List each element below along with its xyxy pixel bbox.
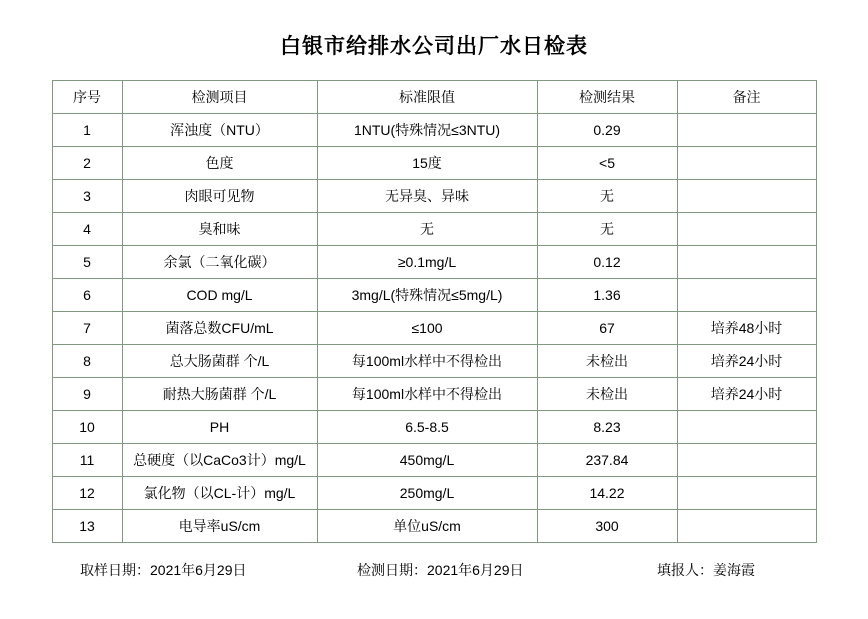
cell-result: 未检出: [537, 378, 677, 411]
cell-item: 总大肠菌群 个/L: [122, 345, 317, 378]
cell-result: 未检出: [537, 345, 677, 378]
cell-remark: [677, 246, 816, 279]
cell-item: 总硬度（以CaCo3计）mg/L: [122, 444, 317, 477]
cell-result: 0.29: [537, 114, 677, 147]
cell-no: 13: [52, 510, 122, 543]
cell-limit: 无: [317, 213, 537, 246]
cell-no: 5: [52, 246, 122, 279]
table-row: [52, 345, 816, 378]
table-row: [52, 114, 816, 147]
table-body: [52, 114, 816, 543]
cell-result: 1.36: [537, 279, 677, 312]
test-date: 检测日期：2021年6月29日: [357, 562, 524, 578]
cell-item: 臭和味: [122, 213, 317, 246]
cell-item: 耐热大肠菌群 个/L: [122, 378, 317, 411]
cell-no: 9: [52, 378, 122, 411]
cell-no: 8: [52, 345, 122, 378]
header-cell-result: 检测结果: [537, 81, 677, 114]
table-row: [52, 279, 816, 312]
table-row: [52, 312, 816, 345]
cell-item: 色度: [122, 147, 317, 180]
cell-item: 肉眼可见物: [122, 180, 317, 213]
table-row: [52, 147, 816, 180]
cell-no: 12: [52, 477, 122, 510]
cell-limit: 1NTU(特殊情况≤3NTU): [317, 114, 537, 147]
cell-remark: [677, 444, 816, 477]
cell-limit: 450mg/L: [317, 444, 537, 477]
cell-result: 237.84: [537, 444, 677, 477]
cell-limit: 单位uS/cm: [317, 510, 537, 543]
cell-result: 0.12: [537, 246, 677, 279]
cell-limit: 无异臭、异味: [317, 180, 537, 213]
table-row: [52, 246, 816, 279]
table-row: [52, 180, 816, 213]
cell-item: PH: [122, 411, 317, 444]
cell-remark: [677, 279, 816, 312]
cell-remark: [677, 411, 816, 444]
cell-item: 氯化物（以CL-计）mg/L: [122, 477, 317, 510]
document-footer: [52, 543, 816, 580]
cell-remark: [677, 213, 816, 246]
cell-remark: [677, 510, 816, 543]
water-quality-table: [52, 80, 817, 543]
table-header-row: [52, 81, 816, 114]
cell-result: 无: [537, 213, 677, 246]
header-cell-limit: 标准限值: [317, 81, 537, 114]
reporter-name: 填报人：姜海霞: [657, 562, 755, 578]
cell-no: 1: [52, 114, 122, 147]
cell-remark: [677, 114, 816, 147]
cell-result: 67: [537, 312, 677, 345]
cell-no: 2: [52, 147, 122, 180]
page-title: 白银市给排水公司出厂水日检表: [280, 35, 588, 58]
cell-limit: ≤100: [317, 312, 537, 345]
table-row: [52, 477, 816, 510]
header-cell-no: 序号: [52, 81, 122, 114]
cell-remark: 培养24小时: [677, 378, 816, 411]
cell-remark: 培养48小时: [677, 312, 816, 345]
table-row: [52, 411, 816, 444]
cell-result: 无: [537, 180, 677, 213]
cell-remark: 培养24小时: [677, 345, 816, 378]
cell-remark: [677, 477, 816, 510]
header-cell-remark: 备注: [677, 81, 816, 114]
cell-item: COD mg/L: [122, 279, 317, 312]
cell-limit: 每100ml水样中不得检出: [317, 345, 537, 378]
cell-item: 菌落总数CFU/mL: [122, 312, 317, 345]
table-row: [52, 378, 816, 411]
cell-limit: 6.5-8.5: [317, 411, 537, 444]
cell-no: 11: [52, 444, 122, 477]
cell-limit: 250mg/L: [317, 477, 537, 510]
table-row: [52, 510, 816, 543]
cell-limit: 3mg/L(特殊情况≤5mg/L): [317, 279, 537, 312]
cell-result: 300: [537, 510, 677, 543]
table-header: [52, 81, 816, 114]
cell-remark: [677, 147, 816, 180]
table-row: [52, 213, 816, 246]
cell-no: 4: [52, 213, 122, 246]
cell-item: 余氯（二氧化碳）: [122, 246, 317, 279]
table-row: [52, 444, 816, 477]
cell-limit: 15度: [317, 147, 537, 180]
cell-remark: [677, 180, 816, 213]
cell-no: 6: [52, 279, 122, 312]
cell-no: 3: [52, 180, 122, 213]
cell-no: 10: [52, 411, 122, 444]
cell-item: 电导率uS/cm: [122, 510, 317, 543]
sampling-date: 取样日期：2021年6月29日: [80, 562, 247, 578]
cell-no: 7: [52, 312, 122, 345]
header-cell-item: 检测项目: [122, 81, 317, 114]
cell-limit: 每100ml水样中不得检出: [317, 378, 537, 411]
cell-result: <5: [537, 147, 677, 180]
cell-result: 14.22: [537, 477, 677, 510]
cell-result: 8.23: [537, 411, 677, 444]
cell-limit: ≥0.1mg/L: [317, 246, 537, 279]
cell-item: 浑浊度（NTU）: [122, 114, 317, 147]
